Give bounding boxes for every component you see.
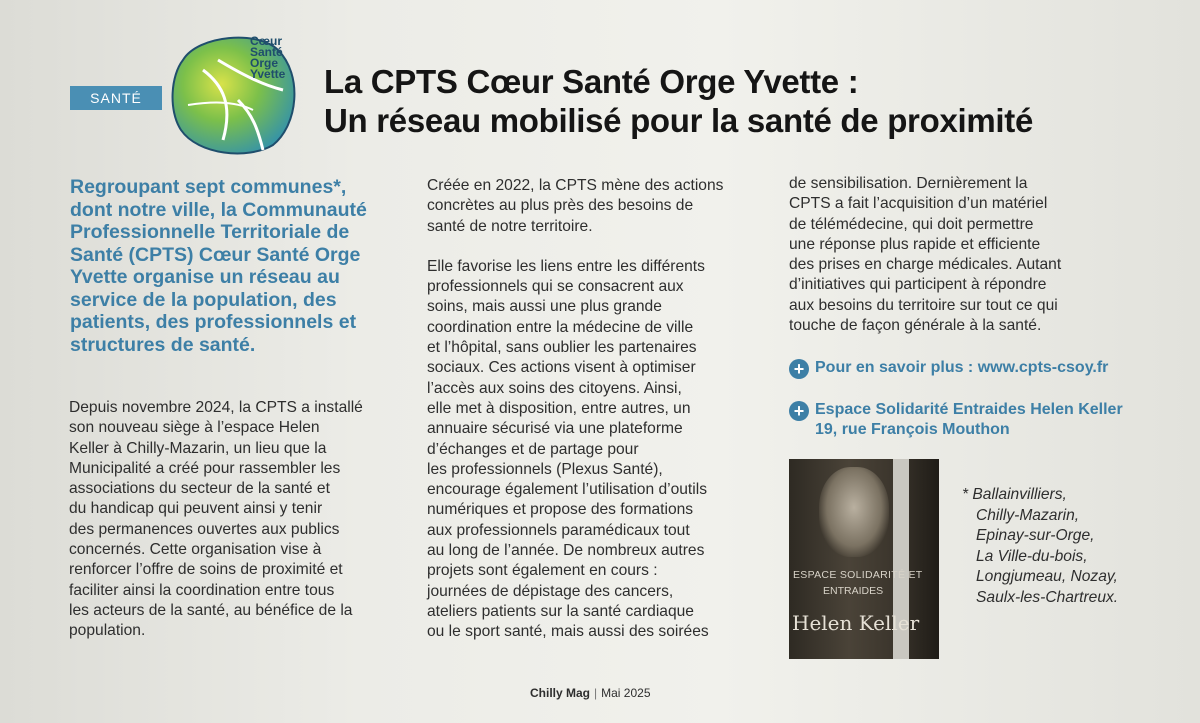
body-line: associations du secteur de la santé et bbox=[69, 480, 330, 498]
intro-line: patients, des professionnels et bbox=[70, 311, 357, 333]
body-line: renforcer l’offre de soins de proximité et bbox=[69, 561, 343, 579]
body-line: de télémédecine, qui doit permettre bbox=[789, 215, 1034, 233]
body-line: annuaire sécurisé via une plateforme bbox=[427, 420, 683, 438]
body-line: encourage également l’utilisation d’outils bbox=[427, 481, 707, 499]
intro-line: dont notre ville, la Communauté bbox=[70, 198, 367, 221]
issue-date: Mai 2025 bbox=[601, 686, 651, 700]
body-line: son nouveau siège à l’espace Helen bbox=[69, 419, 320, 437]
communes-footnote bbox=[962, 485, 1182, 608]
location-line1: Espace Solidarité Entraides Helen Keller bbox=[815, 401, 1123, 418]
headline-line2: Un réseau mobilisé pour la santé de proximité bbox=[324, 102, 1034, 139]
footnote-line: Epinay-sur-Orge, bbox=[976, 527, 1095, 544]
body-line: au long de l’année. De nombreux autres bbox=[427, 542, 705, 560]
body-line: Depuis novembre 2024, la CPTS a installé bbox=[69, 399, 363, 416]
body-line: Créée en 2022, la CPTS mène des actions bbox=[427, 177, 724, 194]
body-line: professionnels qui se consacrent aux bbox=[427, 278, 684, 296]
magazine-name: Chilly Mag bbox=[530, 686, 591, 700]
intro-line: structures de santé. bbox=[70, 333, 256, 356]
body-line: CPTS a fait l’acquisition d’un matériel bbox=[789, 195, 1048, 213]
sign-line3: Helen Keller bbox=[792, 611, 920, 635]
body-line: journées de dépistage des cancers, bbox=[427, 582, 674, 600]
article-headline bbox=[324, 62, 1184, 140]
section-tag: SANTÉ bbox=[70, 86, 162, 110]
portrait-etching bbox=[819, 467, 889, 557]
body-line: touche de façon générale à la santé. bbox=[789, 317, 1042, 335]
body-line: concernés. Cette organisation vise à bbox=[69, 541, 322, 559]
body-line: d’échanges et de partage pour bbox=[427, 440, 639, 458]
body-line: projets sont également en cours : bbox=[427, 562, 658, 580]
plus-icon: + bbox=[789, 401, 809, 421]
intro-line: Professionnelle Territoriale de bbox=[70, 221, 350, 243]
more-info-text[interactable]: Pour en savoir plus : www.cpts-csoy.fr bbox=[815, 359, 1109, 376]
body-line: santé de notre territoire. bbox=[427, 217, 593, 235]
body-line: ou le sport santé, mais aussi des soirées bbox=[427, 623, 709, 641]
body-line: population. bbox=[69, 622, 146, 640]
body-column-2 bbox=[427, 176, 772, 663]
body-paragraph bbox=[427, 176, 772, 237]
footnote-line: Chilly-Mazarin, bbox=[976, 506, 1080, 524]
intro-line: Regroupant sept communes*, bbox=[70, 176, 347, 198]
intro-line: service de la population, des bbox=[70, 288, 337, 311]
sign-line2: ENTRAIDES bbox=[823, 585, 884, 597]
location-line2: 19, rue François Mouthon bbox=[815, 421, 1010, 438]
intro-line: Yvette organise un réseau au bbox=[70, 266, 340, 288]
body-line: Elle favorise les liens entre les différents bbox=[427, 257, 705, 275]
body-line: soins, mais aussi une plus grande bbox=[427, 298, 662, 316]
logo-line: Cœur bbox=[250, 34, 282, 48]
body-line: l’accès aux soins des citoyens. Ainsi, bbox=[427, 379, 682, 397]
body-line: ateliers patients sur la santé cardiaque bbox=[427, 602, 694, 620]
plus-icon: + bbox=[789, 359, 809, 379]
body-line: les acteurs de la santé, au bénéfice de la bbox=[69, 601, 353, 619]
more-info-item[interactable] bbox=[789, 358, 1169, 379]
headline-line1: La CPTS Cœur Santé Orge Yvette : bbox=[324, 63, 859, 100]
body-line: et l’hôpital, sans oublier les partenaires bbox=[427, 339, 697, 357]
footnote-line: Longjumeau, Nozay, bbox=[976, 568, 1118, 585]
body-line: des permanences ouvertes aux publics bbox=[69, 520, 340, 538]
body-line: concrètes au plus près des besoins de bbox=[427, 197, 694, 215]
location-info-item bbox=[789, 400, 1169, 440]
body-line: Municipalité a créé pour rassembler les bbox=[69, 459, 341, 477]
footer-separator: | bbox=[594, 686, 598, 700]
sign-line1: ESPACE SOLIDARITÉ ET bbox=[793, 569, 923, 581]
body-line: numériques et propose des formations bbox=[427, 501, 694, 519]
body-line: du handicap qui peuvent ainsi y tenir bbox=[69, 500, 323, 518]
body-paragraph bbox=[427, 257, 772, 643]
body-line: sociaux. Ces actions visent à optimiser bbox=[427, 359, 696, 377]
page-footer bbox=[530, 686, 651, 700]
body-line: des prises en charge médicales. Autant bbox=[789, 256, 1062, 274]
body-column-1 bbox=[69, 398, 414, 642]
helen-keller-photo bbox=[789, 459, 939, 659]
body-line: une réponse plus rapide et efficiente bbox=[789, 235, 1041, 253]
body-line: coordination entre la médecine de ville bbox=[427, 318, 694, 336]
location-info-text bbox=[815, 400, 1123, 440]
intro-paragraph bbox=[70, 176, 410, 356]
logo-text bbox=[250, 36, 285, 80]
body-line: aux professionnels paramédicaux tout bbox=[427, 521, 690, 539]
body-line: faciliter ainsi la coordination entre tous bbox=[69, 581, 335, 599]
logo-line: Yvette bbox=[250, 67, 286, 81]
body-column-3 bbox=[789, 174, 1134, 336]
footnote-line: * Ballainvilliers, bbox=[962, 486, 1067, 503]
body-line: de sensibilisation. Dernièrement la bbox=[789, 175, 1028, 192]
intro-line: Santé (CPTS) Cœur Santé Orge bbox=[70, 243, 361, 266]
body-line: les professionnels (Plexus Santé), bbox=[427, 460, 663, 478]
footnote-line: La Ville-du-bois, bbox=[976, 547, 1088, 565]
logo-line: Santé bbox=[250, 45, 283, 59]
footnote-line: Saulx-les-Chartreux. bbox=[976, 588, 1119, 606]
logo-line: Orge bbox=[250, 56, 279, 70]
body-line: elle met à disposition, entre autres, un bbox=[427, 399, 691, 417]
body-line: d’initiatives qui participent à répondre bbox=[789, 276, 1047, 294]
body-line: aux besoins du territoire sur tout ce qui bbox=[789, 296, 1058, 314]
body-line: Keller à Chilly-Mazarin, un lieu que la bbox=[69, 439, 327, 457]
